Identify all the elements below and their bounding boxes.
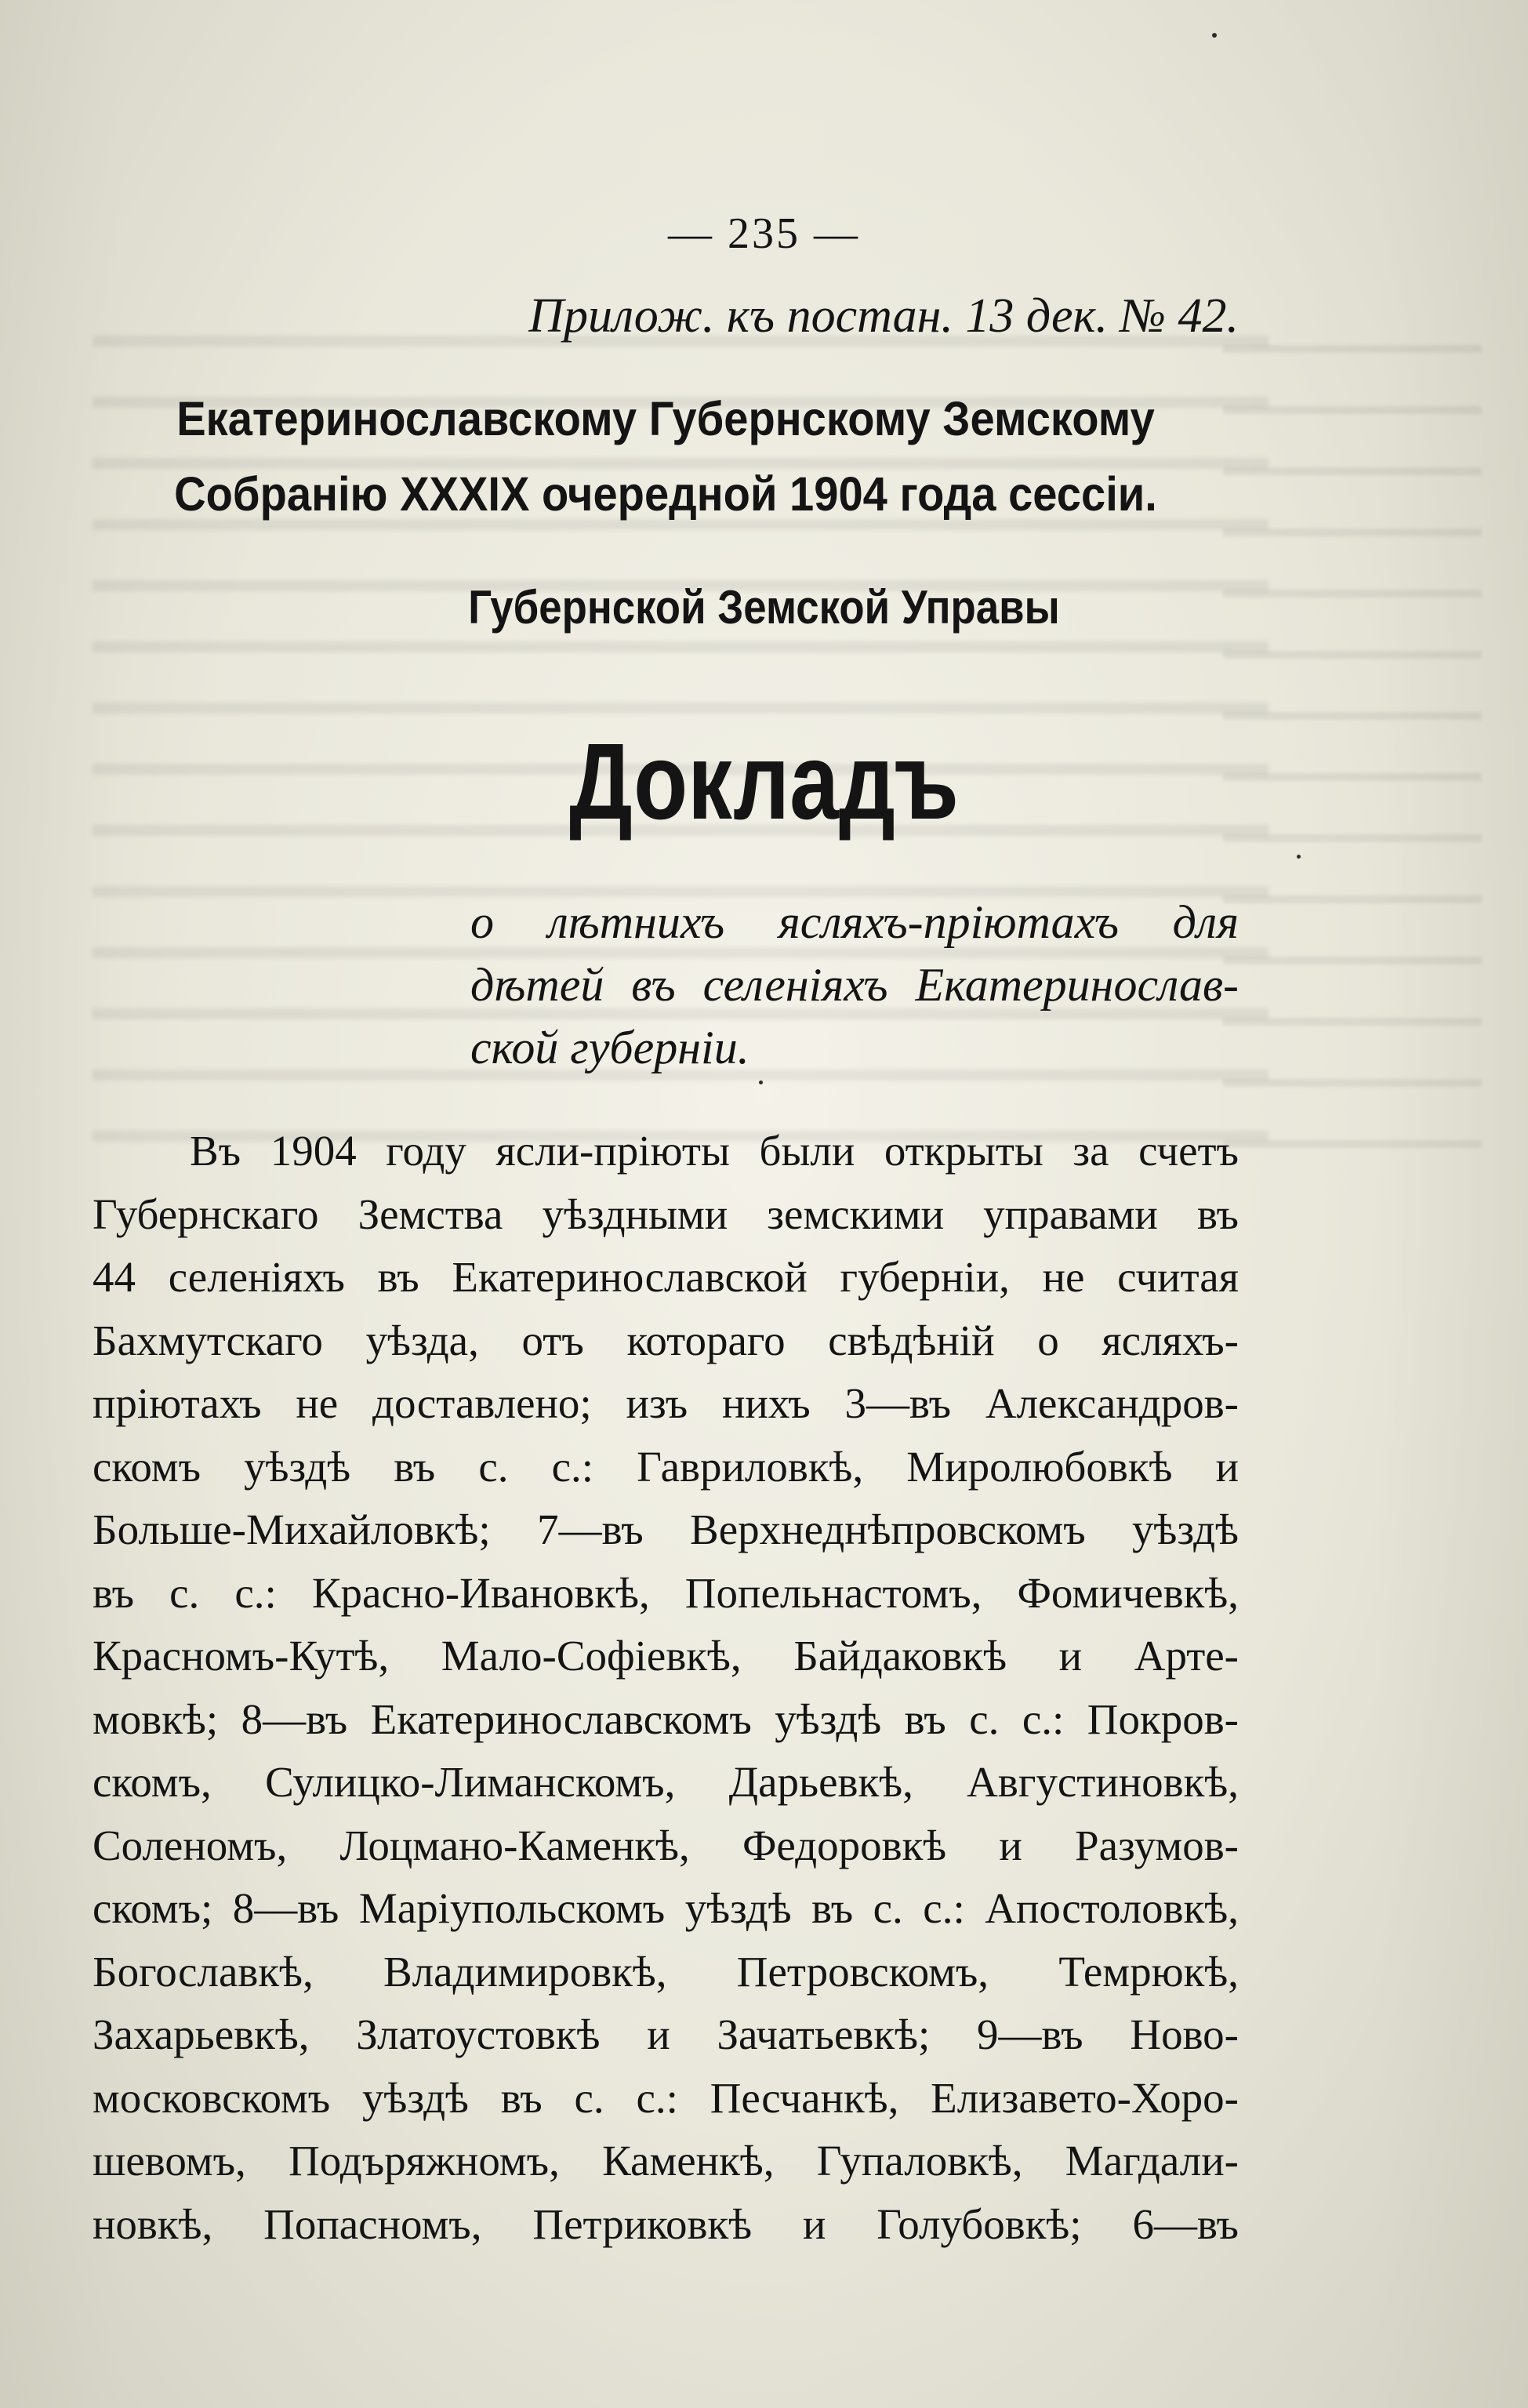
body-line: Богославкѣ, Владимировкѣ, Петровскомъ, Темрюкѣ,	[93, 1947, 1239, 1996]
body-line: скомъ, Сулицко-Лиманскомъ, Дарьевкѣ, Августиновкѣ,	[93, 1758, 1239, 1806]
ink-speck	[759, 1081, 763, 1084]
report-subject	[470, 891, 1239, 1079]
issuer-heading: Губернской Земской Управы	[468, 581, 1060, 634]
appendix-note: Прилож. къ постан. 13 дек. № 42.	[528, 289, 1239, 343]
subject-line: о лѣтнихъ ясляхъ-пріютахъ для	[470, 896, 1239, 948]
body-line: Захарьевкѣ, Златоустовкѣ и Зачатьевкѣ; 9—въ Ново-	[93, 2010, 1239, 2058]
body-line: московскомъ уѣздѣ въ с. с.: Песчанкѣ, Елизавето-Хоро-	[93, 2073, 1239, 2122]
body-line: Губернскаго Земства уѣздными земскими управами въ	[93, 1189, 1239, 1238]
subject-line: ской губерніи.	[470, 1022, 749, 1073]
body-line: мовкѣ; 8—въ Екатеринославскомъ уѣздѣ въ с. с.: Покров-	[93, 1694, 1239, 1743]
body-line: шевомъ, Подъряжномъ, Каменкѣ, Гупаловкѣ, Магдали-	[93, 2137, 1239, 2185]
body-line: Больше-Михайловкѣ; 7—въ Верхнеднѣпровскомъ уѣздѣ	[93, 1505, 1239, 1553]
addressee-line: Собранію XXXIX очередной 1904 года сессіи.	[174, 467, 1157, 521]
body-line: 44 селеніяхъ въ Екатеринославской губерніи, не считая	[93, 1253, 1239, 1301]
body-line: скомъ; 8—въ Маріупольскомъ уѣздѣ въ с. с.: Апостоловкѣ,	[93, 1884, 1239, 1932]
body-line: Бахмутскаго уѣзда, отъ котораго свѣдѣній о ясляхъ-	[93, 1316, 1239, 1364]
body-line: Въ 1904 году ясли-пріюты были открыты за счетъ	[190, 1127, 1239, 1175]
body-line: Соленомъ, Лоцмано-Каменкѣ, Федоровкѣ и Разумов-	[93, 1821, 1239, 1869]
addressee-line: Екатеринославскому Губернскому Земскому	[176, 392, 1155, 445]
body-line: скомъ уѣздѣ въ с. с.: Гавриловкѣ, Миролюбовкѣ и	[93, 1442, 1239, 1491]
body-line: Красномъ-Кутѣ, Мало-Софіевкѣ, Байдаковкѣ и Арте-	[93, 1632, 1239, 1680]
page-number: — 235 —	[668, 209, 860, 258]
body-line: пріютахъ не доставлено; изъ нихъ 3—въ Александров-	[93, 1379, 1239, 1427]
body-line: новкѣ, Попасномъ, Петриковкѣ и Голубовкѣ; 6—въ	[93, 2199, 1239, 2248]
body-paragraph	[93, 1120, 1239, 2256]
ink-speck	[1297, 855, 1301, 859]
body-line: въ с. с.: Красно-Ивановкѣ, Попельнастомъ, Фомичевкѣ,	[93, 1568, 1239, 1617]
document-title: Докладъ	[569, 721, 959, 842]
subject-line: дѣтей въ селеніяхъ Екатеринослав-	[470, 959, 1239, 1011]
addressee-heading	[138, 381, 1192, 532]
ink-speck	[1212, 33, 1217, 38]
